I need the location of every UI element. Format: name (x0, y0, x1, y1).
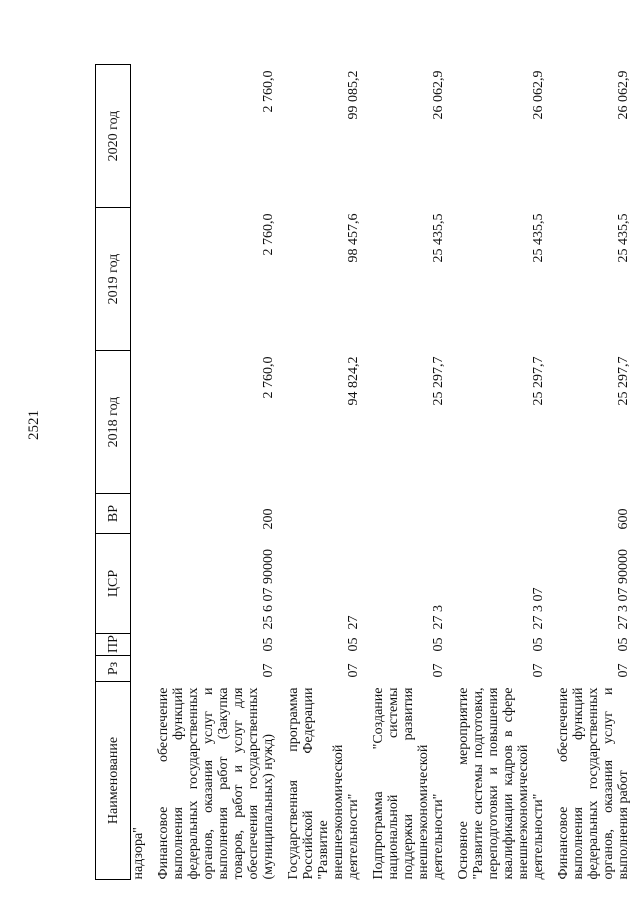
row-2018: 25 297,7 (616, 356, 631, 406)
row-2020: 99 085,2 (346, 70, 361, 120)
row-name: Подпрограмма "Создание национальной системы поддержки развития внешнеэкономической деятельности" (371, 687, 446, 880)
header-name: Наименование (96, 682, 131, 880)
row-vr (131, 494, 147, 534)
row-pr: 05 (616, 637, 631, 652)
row-2019 (131, 208, 147, 351)
header-2020: 2020 год (96, 65, 131, 208)
row-2018 (131, 351, 147, 494)
row-2020: 26 062,9 (531, 70, 546, 120)
row-rz: 07 (531, 663, 546, 678)
table-header-row (96, 65, 131, 880)
row-vr: 600 (616, 508, 631, 530)
row-2018: 94 824,2 (346, 356, 361, 406)
row-vr (361, 494, 446, 534)
row-csr (131, 534, 147, 634)
table-row (361, 65, 446, 880)
table-row (446, 65, 546, 880)
row-2020: 26 062,9 (431, 70, 446, 120)
row-pr: 05 (431, 637, 446, 652)
row-2019: 25 435,5 (531, 213, 546, 263)
row-2019: 98 457,6 (346, 213, 361, 263)
row-pr: 05 (531, 637, 546, 652)
row-2020 (131, 65, 147, 208)
row-name: Основное мероприятие "Развитие системы подготовки, переподготовки и повышения квалификации кадров в сфере внешнеэкономической деятельности" (456, 687, 546, 880)
row-vr: 200 (261, 508, 276, 530)
header-pr: ПР (96, 634, 131, 656)
row-csr: 27 3 07 (531, 587, 546, 630)
row-rz: 07 (616, 663, 631, 678)
row-2020: 2 760,0 (261, 70, 276, 113)
header-2018: 2018 год (96, 351, 131, 494)
header-vr: ВР (96, 494, 131, 534)
row-2019: 2 760,0 (261, 213, 276, 256)
header-csr: ЦСР (96, 534, 131, 634)
row-vr (446, 494, 546, 534)
row-rz (131, 656, 147, 682)
table-row (546, 65, 631, 880)
budget-table (95, 64, 631, 880)
row-name: Финансовое обеспечение выполнения функций федеральных государственных органов, оказания услуг и выполнения работ (Закупка товаров, работ и услуг для обеспечения государственных (муниципальных) нужд) (156, 687, 276, 880)
row-2019: 25 435,5 (431, 213, 446, 263)
row-2020: 26 062,9 (616, 70, 631, 120)
row-pr: 05 (261, 637, 276, 652)
table-row (146, 65, 276, 880)
row-csr: 27 3 (431, 605, 446, 630)
row-csr: 27 (346, 615, 361, 630)
row-2018: 2 760,0 (261, 356, 276, 399)
row-rz: 07 (431, 663, 446, 678)
row-2019: 25 435,5 (616, 213, 631, 263)
header-2019: 2019 год (96, 208, 131, 351)
table-row (276, 65, 361, 880)
row-2018: 25 297,7 (531, 356, 546, 406)
row-name: Государственная программа Российской Федерации "Развитие внешнеэкономической деятельности" (286, 687, 361, 880)
row-name: надзора" (131, 827, 146, 880)
row-csr: 27 3 07 90000 (616, 549, 631, 630)
row-pr (131, 634, 147, 656)
header-rz: Рз (96, 656, 131, 682)
page-number: 2521 (26, 410, 42, 440)
row-2018: 25 297,7 (431, 356, 446, 406)
row-rz: 07 (346, 663, 361, 678)
table-row (131, 65, 147, 880)
row-pr: 05 (346, 637, 361, 652)
row-name: Финансовое обеспечение выполнения функций федеральных государственных органов, оказания услуг и выполнения работ (556, 687, 631, 880)
row-rz: 07 (261, 663, 276, 678)
budget-table-container (95, 65, 631, 880)
row-csr: 25 6 07 90000 (261, 549, 276, 630)
row-vr (276, 494, 361, 534)
